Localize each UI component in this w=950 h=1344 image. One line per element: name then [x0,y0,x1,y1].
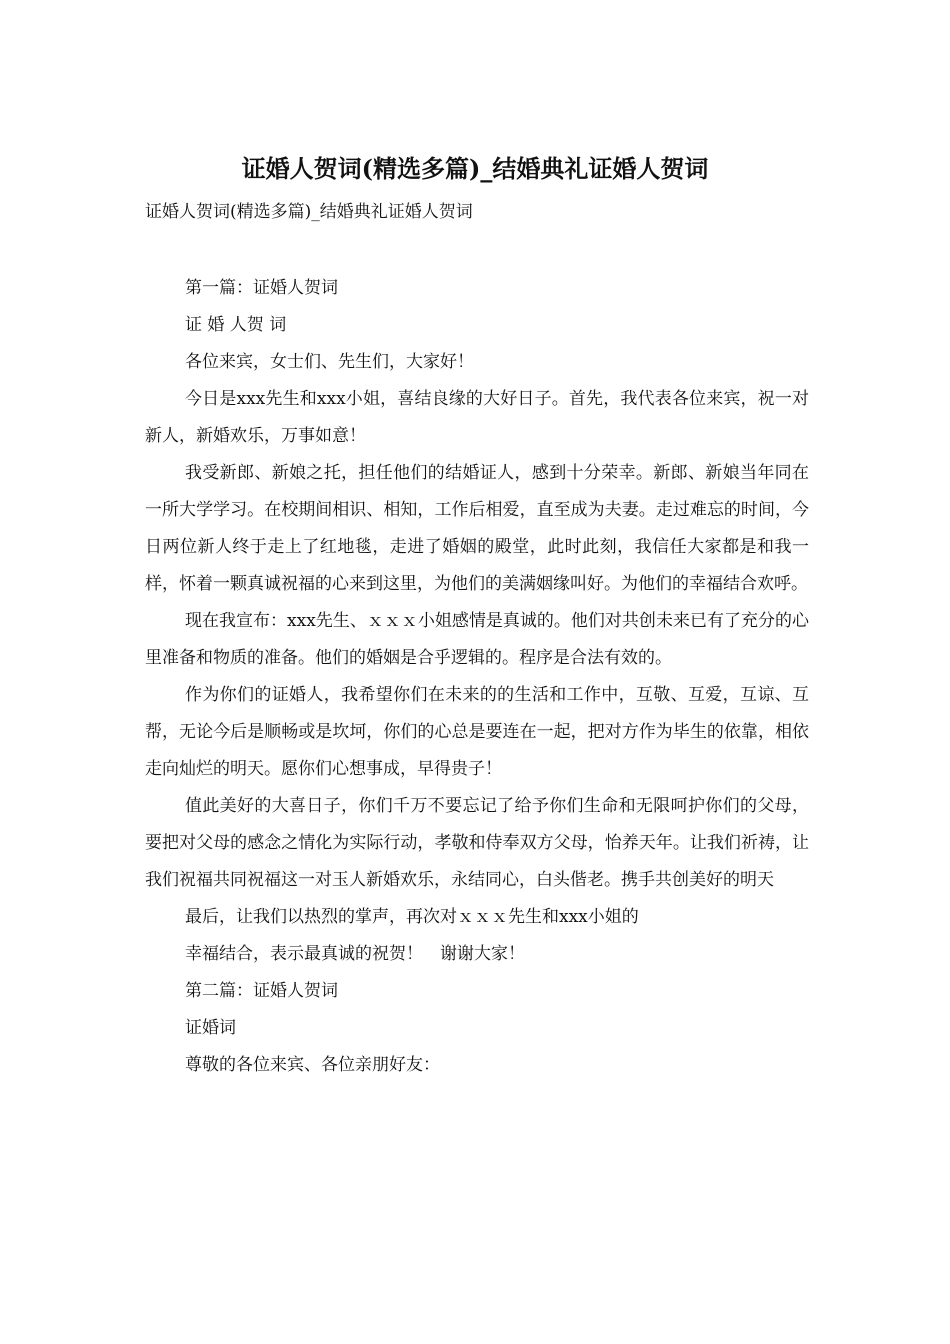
document-body [145,270,809,1084]
greeting-paragraph: 尊敬的各位来宾、各位亲朋好友： [185,1055,440,1075]
body-paragraph: 值此美好的大喜日子，你们千万不要忘记了给予你们生命和无限呵护你们的父母，要把对父母的感念之情化为实际行动，孝敬和侍奉双方父母，怡养天年。让我们祈祷，让我们祝福共同祝福这一对玉人新婚欢乐，永结同心，白头偕老。携手共创美好的明天 [145,796,809,890]
speech-heading-2: 证婚词 [185,1018,236,1038]
document-subtitle: 证婚人贺词(精选多篇)_结婚典礼证婚人贺词 [145,202,473,222]
section-heading-1: 第一篇：证婚人贺词 [185,278,338,298]
document-title: 证婚人贺词(精选多篇)_结婚典礼证婚人贺词 [241,154,709,183]
body-paragraph: 最后，让我们以热烈的掌声，再次对ｘｘｘ先生和xxx小姐的 [185,907,639,927]
body-paragraph: 今日是xxx先生和xxx小姐，喜结良缘的大好日子。首先，我代表各位来宾，祝一对新人，新婚欢乐，万事如意！ [145,389,809,446]
body-paragraph: 我受新郎、新娘之托，担任他们的结婚证人，感到十分荣幸。新郎、新娘当年同在一所大学学习。在校期间相识、相知，工作后相爱，直至成为夫妻。走过难忘的时间，今日两位新人终于走上了红地毯，走进了婚姻的殿堂，此时此刻，我信任大家都是和我一样，怀着一颗真诚祝福的心来到这里，为他们的美满姻缘叫好。为他们的幸福结合欢呼。 [145,463,809,594]
greeting-paragraph: 各位来宾，女士们、先生们，大家好！ [185,352,474,372]
body-paragraph: 现在我宣布：xxx先生、ｘｘｘ小姐感情是真诚的。他们对共创未来已有了充分的心里准备和物质的准备。他们的婚姻是合乎逻辑的。程序是合法有效的。 [145,611,809,668]
closing-paragraph: 幸福结合，表示最真诚的祝贺！ 谢谢大家！ [185,944,525,964]
body-paragraph: 作为你们的证婚人，我希望你们在未来的的生活和工作中，互敬、互爱，互谅、互帮，无论今后是顺畅或是坎坷，你们的心总是要连在一起，把对方作为毕生的依靠，相依走向灿烂的明天。愿你们心想事成，早得贵子！ [145,685,809,779]
section-heading-2: 第二篇：证婚人贺词 [185,981,338,1001]
speech-heading-1: 证 婚 人贺 词 [185,315,287,335]
